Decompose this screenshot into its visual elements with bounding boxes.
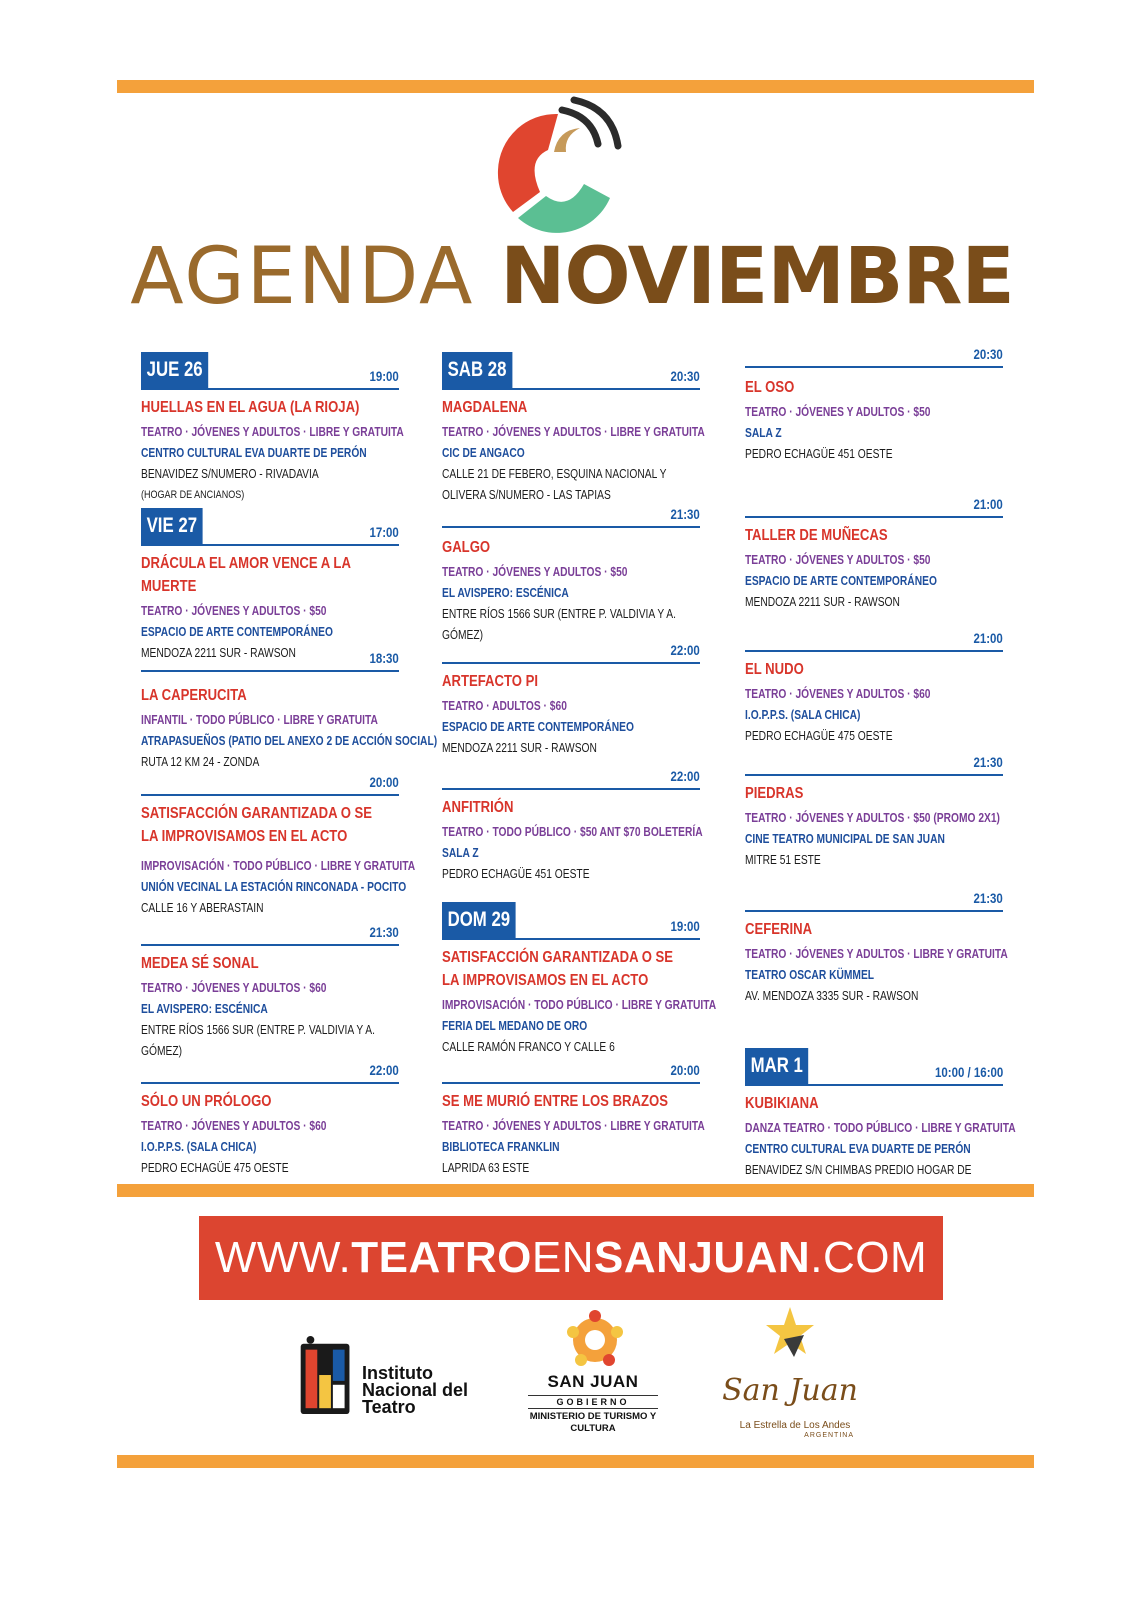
event-category: TEATRO · ADULTOS · $60 — [442, 699, 567, 713]
event-category: TEATRO · JÓVENES Y ADULTOS · $50 — [442, 565, 628, 579]
event-address: BENAVIDEZ S/N CHIMBAS PREDIO HOGAR DE — [745, 1163, 972, 1177]
event-title: KUBIKIANA — [745, 1095, 819, 1112]
event-category: TEATRO · JÓVENES Y ADULTOS · LIBRE Y GRATUITA — [745, 947, 1008, 961]
event-time: 10:00 / 16:00 — [934, 1064, 1003, 1080]
event-venue: I.O.P.P.S. (SALA CHICA) — [745, 708, 861, 722]
web-sanjuan: SANJUAN — [594, 1233, 811, 1282]
event-title: LA CAPERUCITA — [141, 687, 247, 704]
event-header — [442, 502, 700, 528]
event-title: SÓLO UN PRÓLOGO — [141, 1093, 272, 1110]
event-title: ARTEFACTO PI — [442, 673, 538, 690]
event-venue: EL AVISPERO: ESCÉNICA — [442, 586, 569, 600]
event-card — [745, 1046, 1016, 1202]
day-badge: DOM 29 — [442, 902, 516, 938]
event-address: ENTRE RÍOS 1566 SUR (ENTRE P. VALDIVIA Y A. GÓMEZ) — [141, 1023, 375, 1058]
event-category: TEATRO · JÓVENES Y ADULTOS · $50 (PROMO 2X1) — [745, 811, 1000, 825]
event-venue: SALA Z — [745, 426, 782, 440]
event-category: IMPROVISACIÓN · TODO PÚBLICO · LIBRE Y GRATUITA — [442, 998, 717, 1012]
event-card — [141, 1058, 399, 1179]
day-badge: VIE 27 — [141, 508, 203, 544]
event-venue: CENTRO CULTURAL EVA DUARTE DE PERÓN — [745, 1142, 971, 1156]
page-title — [0, 232, 1144, 322]
event-address: CALLE 16 Y ABERASTAIN — [141, 901, 264, 915]
event-card — [745, 488, 1003, 613]
event-time: 21:30 — [973, 890, 1003, 906]
event-venue: FERIA DEL MEDANO DE ORO — [442, 1019, 588, 1033]
event-header — [745, 1046, 1003, 1086]
event-card — [745, 750, 1003, 871]
event-header — [745, 488, 1003, 518]
event-time: 19:00 — [369, 368, 399, 384]
event-header — [745, 750, 1003, 776]
event-venue: I.O.P.P.S. (SALA CHICA) — [141, 1140, 257, 1154]
event-time: 20:30 — [973, 346, 1003, 362]
event-address: MENDOZA 2211 SUR - RAWSON — [745, 595, 900, 609]
event-title: SE ME MURIÓ ENTRE LOS BRAZOS — [442, 1093, 668, 1110]
event-title: MAGDALENA — [442, 399, 528, 416]
ministerio-label: MINISTERIO DE TURISMO Y CULTURA — [529, 1411, 657, 1434]
san-juan-sun-icon — [565, 1310, 625, 1370]
event-header — [141, 506, 399, 546]
event-venue: ATRAPASUEÑOS (PATIO DEL ANEXO 2 DE ACCIÓN SOCIAL) — [141, 734, 438, 748]
event-title: TALLER DE MUÑECAS — [745, 527, 888, 544]
event-category: TEATRO · JÓVENES Y ADULTOS · LIBRE Y GRATUITA — [141, 425, 404, 439]
event-venue: CENTRO CULTURAL EVA DUARTE DE PERÓN — [141, 446, 367, 460]
event-address: CALLE 21 DE FEBERO, ESQUINA NACIONAL Y OLIVERA S/NUMERO - LAS TAPIAS — [442, 467, 667, 502]
event-header — [141, 920, 399, 946]
event-category: TEATRO · JÓVENES Y ADULTOS · LIBRE Y GRATUITA — [442, 1119, 705, 1133]
event-venue: UNIÓN VECINAL LA ESTACIÓN RINCONADA - POCITO — [141, 880, 407, 894]
event-card — [141, 920, 399, 1062]
event-header — [442, 900, 700, 940]
event-address: PEDRO ECHAGÜE 475 OESTE — [141, 1161, 289, 1175]
event-header — [745, 886, 1003, 912]
event-title: CEFERINA — [745, 921, 813, 938]
event-card — [442, 1058, 705, 1179]
title-agenda: AGENDA — [130, 232, 475, 322]
web-suffix: .COM — [810, 1233, 928, 1282]
event-address: MENDOZA 2211 SUR - RAWSON — [442, 741, 597, 755]
event-category: INFANTIL · TODO PÚBLICO · LIBRE Y GRATUITA — [141, 713, 378, 727]
event-venue: CINE TEATRO MUNICIPAL DE SAN JUAN — [745, 832, 945, 846]
event-title: DRÁCULA EL AMOR VENCE A LA MUERTE — [141, 555, 351, 595]
event-venue: ESPACIO DE ARTE CONTEMPORÁNEO — [745, 574, 937, 588]
event-card — [442, 900, 717, 1058]
event-title: PIEDRAS — [745, 785, 804, 802]
event-category: TEATRO · JÓVENES Y ADULTOS · LIBRE Y GRATUITA — [442, 425, 705, 439]
event-category: TEATRO · JÓVENES Y ADULTOS · $50 — [745, 553, 931, 567]
event-time: 21:30 — [369, 924, 399, 940]
event-card — [745, 622, 1003, 747]
san-juan-estrella-logo — [722, 1305, 858, 1425]
day-badge: SAB 28 — [442, 352, 512, 388]
event-time: 20:00 — [670, 1062, 700, 1078]
event-card — [442, 350, 705, 506]
event-time: 20:30 — [670, 368, 700, 384]
event-header — [745, 622, 1003, 652]
event-card — [141, 350, 404, 505]
event-address: PEDRO ECHAGÜE 475 OESTE — [745, 729, 893, 743]
event-time: 22:00 — [369, 1062, 399, 1078]
theatre-logo — [488, 100, 638, 240]
event-title: SATISFACCIÓN GARANTIZADA O SE LA IMPROVISAMOS EN EL ACTO — [442, 949, 674, 989]
estrella-country: ARGENTINA — [804, 1432, 854, 1439]
web-en: EN — [531, 1233, 595, 1282]
event-address: AV. MENDOZA 3335 SUR - RAWSON — [745, 989, 919, 1003]
san-juan-gobierno-name: SAN JUAN — [547, 1372, 639, 1391]
event-address: ENTRE RÍOS 1566 SUR (ENTRE P. VALDIVIA Y A. GÓMEZ) — [442, 607, 676, 642]
event-header — [141, 350, 399, 390]
event-title: SATISFACCIÓN GARANTIZADA O SE LA IMPROVISAMOS EN EL ACTO — [141, 805, 373, 845]
event-header — [141, 646, 399, 672]
event-time: 21:30 — [670, 506, 700, 522]
event-address: CALLE RAMÓN FRANCO Y CALLE 6 — [442, 1040, 615, 1054]
event-category: TEATRO · JÓVENES Y ADULTOS · $60 — [141, 1119, 327, 1133]
event-venue: TEATRO OSCAR KÜMMEL — [745, 968, 875, 982]
event-time: 18:30 — [369, 650, 399, 666]
event-category: TEATRO · JÓVENES Y ADULTOS · $50 — [745, 405, 931, 419]
event-address: PEDRO ECHAGÜE 451 OESTE — [745, 447, 893, 461]
event-header — [745, 338, 1003, 368]
event-time: 21:00 — [973, 496, 1003, 512]
event-card — [442, 502, 700, 646]
event-time: 21:00 — [973, 630, 1003, 646]
event-card — [442, 638, 700, 759]
event-venue: SALA Z — [442, 846, 479, 860]
event-address: PEDRO ECHAGÜE 451 OESTE — [442, 867, 590, 881]
event-category: DANZA TEATRO · TODO PÚBLICO · LIBRE Y GRATUITA — [745, 1121, 1016, 1135]
event-venue: ESPACIO DE ARTE CONTEMPORÁNEO — [141, 625, 333, 639]
event-header — [442, 638, 700, 664]
event-venue: EL AVISPERO: ESCÉNICA — [141, 1002, 268, 1016]
event-time: 20:00 — [369, 774, 399, 790]
event-title: EL NUDO — [745, 661, 804, 678]
event-header — [141, 1058, 399, 1084]
gobierno-label: GOBIERNO — [528, 1395, 658, 1409]
event-time: 19:00 — [670, 918, 700, 934]
website-banner[interactable] — [199, 1216, 943, 1300]
event-venue: CIC DE ANGACO — [442, 446, 525, 460]
middle-orange-bar — [117, 1184, 1034, 1197]
event-card — [745, 338, 1003, 465]
instituto-nacional-teatro-logo — [300, 1336, 356, 1416]
event-category: TEATRO · JÓVENES Y ADULTOS · $50 — [141, 604, 327, 618]
estrella-logo-text: San Juan — [722, 1373, 858, 1408]
event-card — [141, 646, 438, 773]
event-header — [141, 770, 399, 796]
event-address: LAPRIDA 63 ESTE — [442, 1161, 530, 1175]
event-title: EL OSO — [745, 379, 795, 396]
title-noviembre: NOVIEMBRE — [500, 232, 1014, 322]
event-category: TEATRO · JÓVENES Y ADULTOS · $60 — [141, 981, 327, 995]
event-address-note: (HOGAR DE ANCIANOS) — [141, 489, 245, 501]
event-time: 21:30 — [973, 754, 1003, 770]
web-teatro: TEATRO — [351, 1233, 532, 1282]
event-title: ANFITRIÓN — [442, 799, 514, 816]
estrella-tagline: La Estrella de Los Andes — [739, 1420, 851, 1431]
day-badge: JUE 26 — [141, 352, 208, 388]
event-category: TEATRO · JÓVENES Y ADULTOS · $60 — [745, 687, 931, 701]
event-time: 22:00 — [670, 768, 700, 784]
event-address: RUTA 12 KM 24 - ZONDA — [141, 755, 260, 769]
event-header — [442, 764, 700, 790]
event-address: MITRE 51 ESTE — [745, 853, 821, 867]
event-card — [141, 506, 399, 664]
event-card — [141, 770, 416, 919]
event-category: TEATRO · TODO PÚBLICO · $50 ANT $70 BOLETERÍA — [442, 825, 703, 839]
day-badge: MAR 1 — [745, 1048, 808, 1084]
event-header — [442, 1058, 700, 1084]
event-address: MENDOZA 2211 SUR - RAWSON — [141, 646, 296, 660]
event-time: 22:00 — [670, 642, 700, 658]
event-card — [745, 886, 1008, 1007]
event-category: IMPROVISACIÓN · TODO PÚBLICO · LIBRE Y GRATUITA — [141, 859, 416, 873]
event-header — [442, 350, 700, 390]
bottom-orange-bar — [117, 1455, 1034, 1468]
event-title: MEDEA SÉ SONAL — [141, 955, 259, 972]
event-venue: ESPACIO DE ARTE CONTEMPORÁNEO — [442, 720, 634, 734]
top-orange-bar — [117, 80, 1034, 93]
instituto-nacional-teatro-name: Instituto Nacional del Teatro — [362, 1363, 469, 1417]
web-prefix: WWW. — [214, 1233, 352, 1282]
event-address: BENAVIDEZ S/NUMERO - RIVADAVIA — [141, 467, 319, 481]
event-venue: BIBLIOTECA FRANKLIN — [442, 1140, 560, 1154]
event-title: HUELLAS EN EL AGUA (LA RIOJA) — [141, 399, 360, 416]
event-time: 17:00 — [369, 524, 399, 540]
event-card — [442, 764, 703, 885]
event-title: GALGO — [442, 539, 491, 556]
